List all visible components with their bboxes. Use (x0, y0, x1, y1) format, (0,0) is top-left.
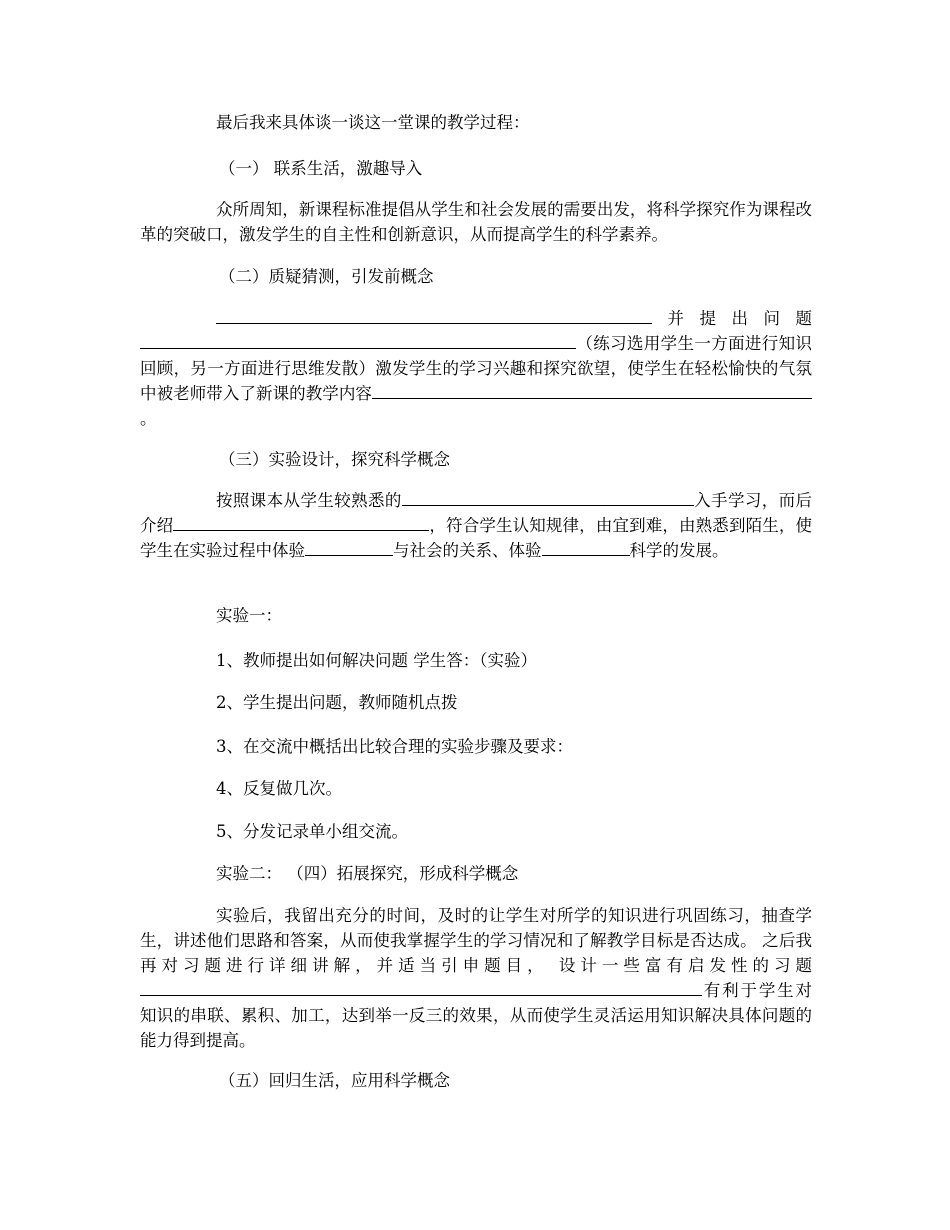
section-3-text-5: 科学的发展。 (629, 541, 729, 560)
fill-blank (140, 331, 576, 349)
section-3-text-2: 入手学习，而后介绍 (140, 491, 813, 535)
section-2-text-3: 。 (140, 409, 157, 428)
section-2-title: （二）质疑猜测，引发前概念 (219, 267, 434, 286)
step-2: 2、学生提出问题，教师随机点拨 (216, 693, 458, 712)
section-3-text-4: 与社会的关系、体验 (393, 541, 542, 560)
fill-blank (372, 381, 812, 399)
fill-blank (173, 513, 429, 531)
step-3: 3、在交流中概括出比较合理的实验步骤及要求： (216, 737, 573, 756)
fill-blank (140, 978, 702, 996)
section-2-text-2: （练习选用学生一方面进行知识回顾，另一方面进行思维发散）激发学生的学习兴趣和探究欲望，使学生在轻松愉快的气氛中被老师带入了新课的教学内容 (140, 334, 812, 403)
section-4-text-1: 实验后，我留出充分的时间，及时的让学生对所学的知识进行巩固练习，抽查学生，讲述他们思路和答案，从而使我掌握学生的学习情况和了解教学目标是否达成。 之后我再对习题进行详细讲解，并适当引申题目， 设计一些富有启发性的习题 (140, 906, 812, 975)
step-4: 4、反复做几次。 (216, 779, 342, 798)
section-1-body: 众所周知，新课程标准提倡从学生和社会发展的需要出发，将科学探究作为课程改革的突破口，激发学生的自主性和创新意识，从而提高学生的科学素养。 (140, 200, 812, 244)
intro-line: 最后我来具体谈一谈这一堂课的教学过程： (216, 113, 530, 132)
section-3-text-3: ，符合学生认知规律，由宜到难，由熟悉到陌生，使学生在实验过程中体验 (140, 516, 813, 560)
experiment-1-label: 实验一： (216, 606, 282, 625)
section-3-title: （三）实验设计，探究科学概念 (219, 450, 450, 469)
experiment-2-line: 实验二： （四）拓展探究，形成科学概念 (216, 864, 519, 883)
section-1-title: （一） 联系生活，激趣导入 (219, 159, 423, 178)
section-3-body (140, 488, 812, 563)
step-5: 5、分发记录单小组交流。 (216, 822, 408, 841)
section-2-text-1: 并提出问题 (652, 309, 812, 328)
fill-blank (542, 538, 630, 556)
section-3-text-1: 按照课本从学生较熟悉的 (216, 491, 402, 510)
fill-blank (402, 488, 694, 506)
section-5-title: （五）回归生活，应用科学概念 (219, 1071, 450, 1090)
section-2-body (140, 306, 812, 431)
step-1: 1、教师提出如何解决问题 学生答：（实验） (216, 651, 537, 670)
fill-blank (305, 538, 393, 556)
fill-blank (216, 306, 652, 324)
section-4-body (140, 903, 812, 1053)
section-4-text-2: 有利于学生对知识的串联、累积、加工，达到举一反三的效果，从而使学生灵活运用知识解决具体问题的能力得到提高。 (140, 981, 812, 1050)
